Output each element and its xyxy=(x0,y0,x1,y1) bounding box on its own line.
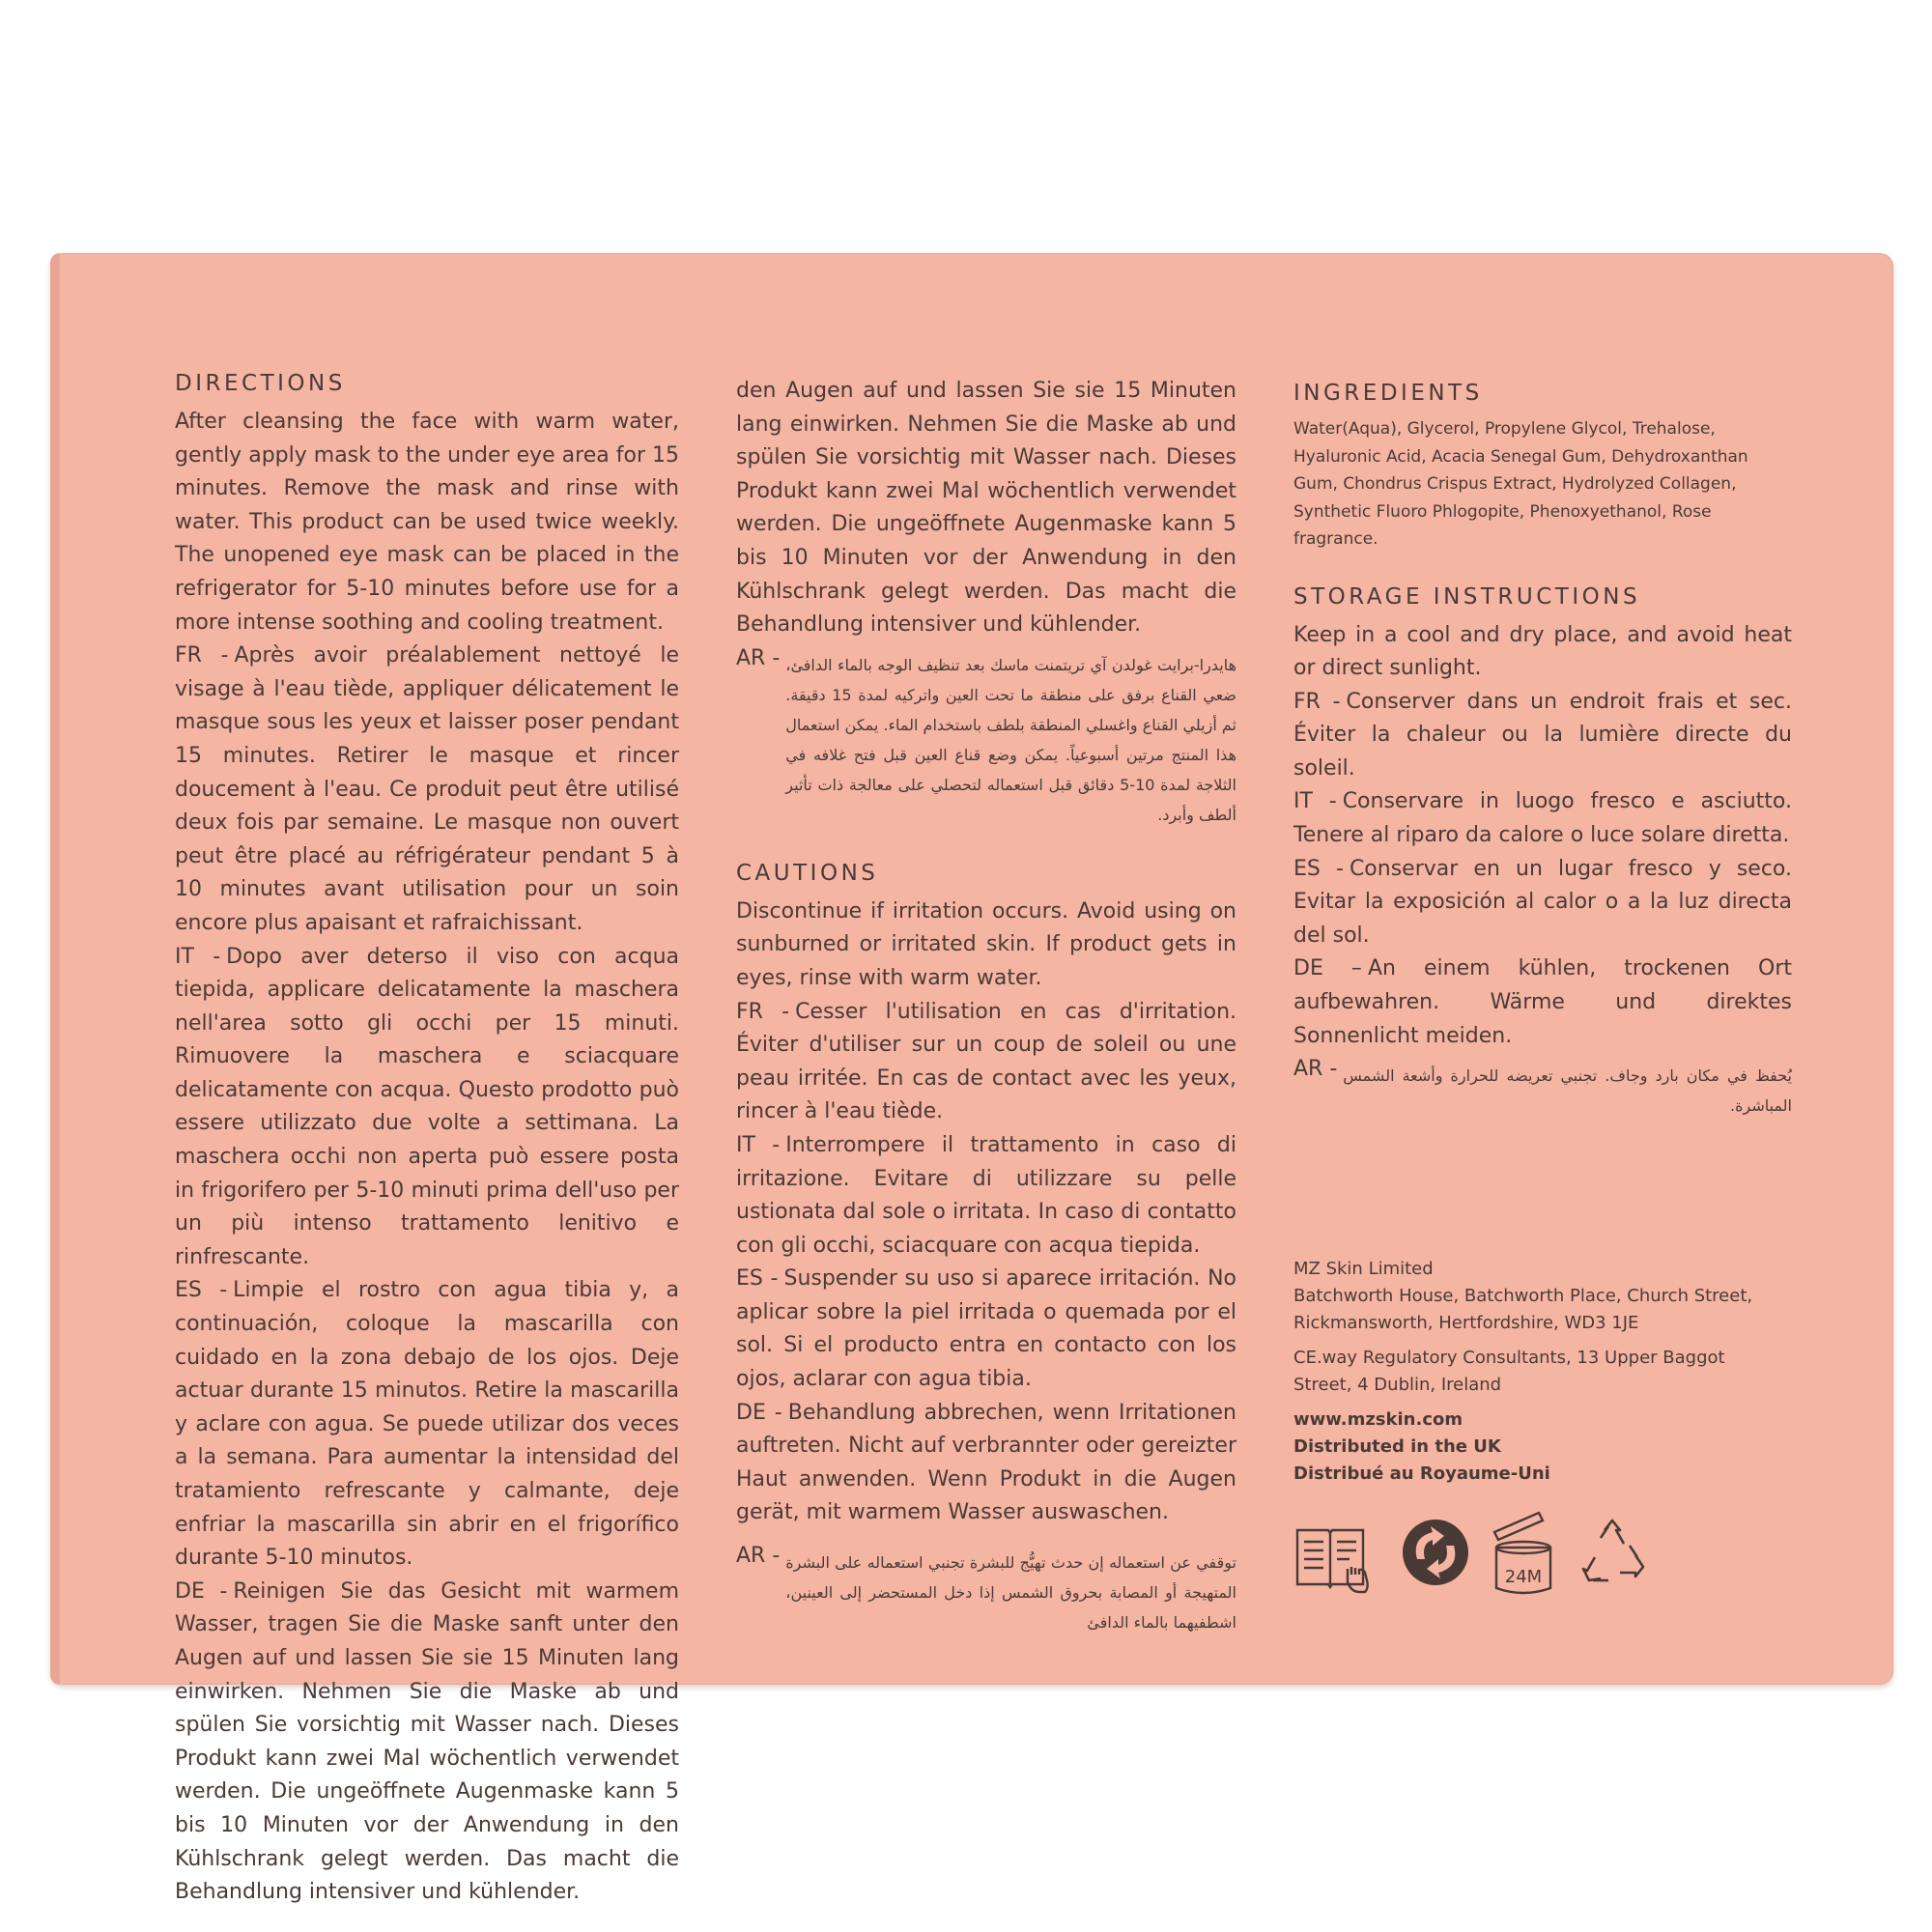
directions-en: After cleansing the face with warm water, gently apply mask to the under eye area for 15 minutes. Remove the mask and rinse with water. This product can be used twice weekly. The unopened eye mask can be placed in the refrigerator for 5-10 minutes before use for a more intense soothing and cooling treatment. xyxy=(175,410,679,635)
cautions-es-text: Suspender su uso si aparece irritación. No aplicar sobre la piel irritada o quemada por el sol. Si el producto entra en contacto con los ojos, aclarar con agua tibia. xyxy=(736,1266,1237,1392)
cautions-de-text: Behandlung abbrechen, wenn Irritationen auftreten. Nicht auf verbrannter oder gereizter Haut anwenden. Wenn Produkt in die Augen gerät, mit warmem Wasser auswaschen. xyxy=(736,1400,1236,1525)
column-ingredients-storage xyxy=(1293,377,1792,1121)
ingredients-list: Water(Aqua), Glycerol, Propylene Glycol, Trehalose, Hyaluronic Acid, Acacia Senegal Gum, Dehydroxanthan Gum, Chondrus Crispus Extract, Hydrolyzed Collagen, Synthetic Fluoro Phlogopite, Phenoxyethanol, Rose fragrance. xyxy=(1293,419,1748,549)
lang-label-de: DE – xyxy=(1293,956,1362,981)
pao-label: 24M xyxy=(1504,1567,1543,1587)
ingredients-heading: INGREDIENTS xyxy=(1293,381,1483,406)
lang-label-it: IT - xyxy=(1293,789,1337,814)
storage-de-text: An einem kühlen, trockenen Ort aufbewahren. Wärme und direktes Sonnenlicht meiden. xyxy=(1293,956,1793,1048)
storage-en: Keep in a cool and dry place, and avoid heat or direct sunlight. xyxy=(1293,622,1792,681)
lang-label-fr: FR - xyxy=(736,999,790,1024)
directions-es-text: Limpie el rostro con agua tibia y, a continuación, coloque la mascarilla con cuidado en la zona debajo de los ojos. Deje actuar durante 15 minutos. Retire la mascarilla y aclare con agua. Se puede utilizar dos veces a la semana. Para aumentar la intensidad del tratamiento refrescante y calmante, deje enfriar la mascarilla sin abrir en el frigorífico durante 5-10 minutos. xyxy=(175,1278,680,1571)
directions-ar-text: هايدرا-برايت غولدن آي تريتمنت ماسك بعد تنظيف الوجه بالماء الدافئ، ضعي القناع برفق على منطقة ما تحت العين واتركيه لمدة 15 دقيقة. ثم أزيلي القناع واغسلي المنطقة بلطف باستخدام الماء. يمكن استعمال هذا المنتج مرتين أسبوعياً. يمكن وضع قناع العين قبل فتح غلافه في الثلاجة لمدة 10-5 دقائق قبل استعماله لتحصلي على معالجة ذات تأثير ألطف وأبرد. xyxy=(785,655,1237,824)
company-name: MZ Skin Limited xyxy=(1293,1259,1434,1279)
cautions-de xyxy=(736,1397,1236,1530)
distributed-uk-fr: Distribué au Royaume-Uni xyxy=(1293,1463,1550,1484)
storage-de xyxy=(1293,952,1792,1053)
distributed-uk-en: Distributed in the UK xyxy=(1293,1436,1501,1457)
green-dot-icon xyxy=(1400,1517,1471,1588)
cautions-ar xyxy=(736,1540,1236,1637)
lang-label-ar: AR - xyxy=(1293,1057,1338,1082)
directions-fr xyxy=(175,639,679,940)
company-info xyxy=(1293,1256,1796,1488)
panel-left-edge xyxy=(50,253,60,1685)
storage-fr-text: Conserver dans un endroit frais et sec. Éviter la chaleur ou la lumière directe du soleil. xyxy=(1293,689,1792,781)
lang-label-es: ES - xyxy=(736,1266,779,1292)
storage-ar xyxy=(1293,1053,1792,1121)
lang-label-it: IT - xyxy=(175,944,221,969)
directions-ar xyxy=(736,642,1236,830)
cautions-en: Discontinue if irritation occurs. Avoid using on sunburned or irritated skin. If product gets in eyes, rinse with warm water. xyxy=(736,898,1236,990)
lang-label-es: ES - xyxy=(175,1278,228,1303)
website: www.mzskin.com xyxy=(1293,1409,1463,1430)
read-leaflet-icon xyxy=(1293,1520,1371,1596)
storage-it-text: Conservare in luogo fresco e asciutto. Tenere al riparo da calore o luce solare diretta. xyxy=(1293,789,1792,848)
column-directions xyxy=(175,367,680,1905)
storage-ar-text: يُحفظ في مكان بارد وجاف. تجنبي تعريضه للحرارة وأشعة الشمس المباشرة. xyxy=(1343,1066,1792,1116)
lang-label-fr: FR - xyxy=(175,643,229,668)
eu-rep-line-2: Street, 4 Dublin, Ireland xyxy=(1293,1375,1502,1395)
directions-es xyxy=(175,1274,679,1575)
company-address-line-1: Batchworth House, Batchworth Place, Church Street, xyxy=(1293,1286,1753,1306)
cautions-it xyxy=(736,1129,1236,1263)
directions-heading: DIRECTIONS xyxy=(175,371,346,396)
column-cautions xyxy=(736,375,1236,1637)
company-address-line-2: Rickmansworth, Hertfordshire, WD3 1JE xyxy=(1293,1313,1639,1333)
lang-label-ar: AR - xyxy=(736,1544,781,1569)
directions-fr-text: Après avoir préalablement nettoyé le visage à l'eau tiède, appliquer délicatement le masque sous les yeux et laisser poser pendant 15 minutes. Retirer le masque et rincer doucement à l'eau. Ce produit peut être utilisé deux fois par semaine. Le masque non ouvert peut être placé au réfrigérateur pendant 5 à 10 minutes avant utilisation pour un soin encore plus apaisant et rafraichissant. xyxy=(175,643,680,935)
cautions-fr-text: Cesser l'utilisation en cas d'irritation. Éviter d'utiliser sur un coup de soleil ou une peau irritée. En cas de contact avec les yeux, rincer à l'eau tiède. xyxy=(736,999,1236,1124)
directions-it-text: Dopo aver deterso il viso con acqua tiepida, applicare delicatamente la maschera nell'area sotto gli occhi per 15 minuti. Rimuovere la maschera e sciacquare delicatamente con acqua. Questo prodotto può essere utilizzato due volte a settimana. La maschera occhi non aperta può essere posta in frigorifero per 5-10 minuti prima dell'uso per un più intenso trattamento lenitivo e rinfrescante. xyxy=(175,944,679,1269)
storage-es-text: Conservar en un lugar fresco y seco. Evitar la exposición al calor o a la luz directa del sol. xyxy=(1293,856,1793,948)
lang-label-de: DE - xyxy=(175,1578,228,1604)
cautions-es xyxy=(736,1263,1236,1396)
storage-es xyxy=(1293,853,1792,953)
eu-rep-line-1: CE.way Regulatory Consultants, 13 Upper Baggot xyxy=(1293,1348,1725,1368)
lang-label-ar: AR - xyxy=(736,645,781,670)
cautions-fr xyxy=(736,996,1236,1129)
directions-it xyxy=(175,941,679,1275)
lang-label-it: IT - xyxy=(736,1132,781,1157)
directions-de xyxy=(175,1576,679,1905)
cautions-it-text: Interrompere il trattamento in caso di irritazione. Evitare di utilizzare su pelle ustionata dal sole o irritata. In caso di contatto con gli occhi, sciacquare con acqua tiepida. xyxy=(736,1132,1236,1258)
cautions-ar-text: توقفي عن استعماله إن حدث تهيُّج للبشرة تجنبي استعماله على البشرة المتهيجة أو المصابة بحروق الشمس إذا دخل المستحضر إلى العينين، اشطفيهما بالماء الدافئ xyxy=(785,1553,1236,1633)
storage-heading: STORAGE INSTRUCTIONS xyxy=(1293,583,1641,610)
packaging-symbols xyxy=(1293,1507,1622,1604)
directions-de-continued: den Augen auf und lassen Sie sie 15 Minuten lang einwirken. Nehmen Sie die Maske ab und spülen Sie vorsichtig mit Wasser nach. Dieses Produkt kann zwei Mal wöchentlich verwendet werden. Die ungeöffnete Augenmaske kann 5 bis 10 Minuten vor der Anwendung in den Kühlschrank gelegt werden. Das macht die Behandlung intensiver und kühlender. xyxy=(736,379,1236,638)
lang-label-fr: FR - xyxy=(1293,689,1341,714)
storage-it xyxy=(1293,785,1792,852)
period-after-opening-icon xyxy=(1487,1507,1560,1600)
lang-label-es: ES - xyxy=(1293,856,1344,881)
directions-de-text: Reinigen Sie das Gesicht mit warmem Wasser, tragen Sie die Maske sanft unter den Augen auf und lassen Sie sie 15 Minuten lang einwirken. Nehmen Sie die Maske ab und spülen Sie vorsichtig mit Wasser nach. Dieses Produkt kann zwei Mal wöchentlich verwendet werden. Die ungeöffnete Augenmaske kann 5 bis 10 Minuten vor der Anwendung in den Kühlschrank gelegt werden. Das macht die Behandlung intensiver und kühlender. xyxy=(175,1578,679,1905)
cautions-heading: CAUTIONS xyxy=(736,860,879,886)
lang-label-de: DE - xyxy=(736,1400,782,1425)
storage-fr xyxy=(1293,686,1792,786)
recycle-icon xyxy=(1576,1517,1649,1590)
